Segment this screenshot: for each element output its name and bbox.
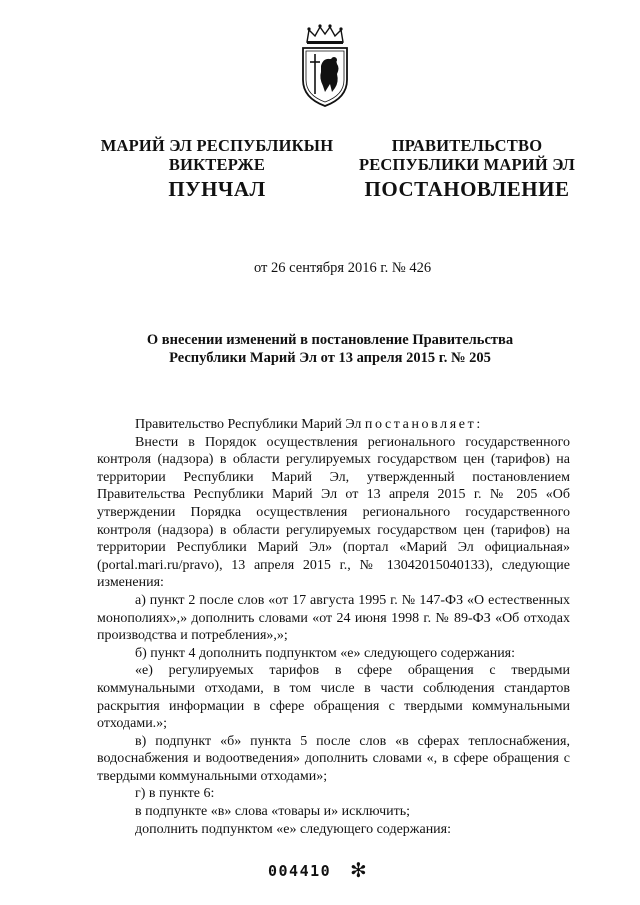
header-left-kind: ПУНЧАЛ [168, 177, 266, 201]
body-paragraph: Внести в Порядок осуществления регионального государственного контроля (надзора) в области регулируемых государством цен (тарифов) на территории Республики Марий Эл, утвержденный постановлением Правительства Республики Марий Эл от 13 апреля 2015 г. № 205 «Об утверждении Порядка осуществления регионального государственного контроля (надзора) в области регулируемых государством цен (тарифов) на территории Республики Марий Эл» (портал «Марий Эл официальная» (portal.mari.ru/pravo), 13 апреля 2015 г., № 13042015040133), следующие изменения: [97, 434, 570, 591]
intro-text: Правительство Республики Марий Эл [135, 417, 365, 432]
header-right-line: РЕСПУБЛИКИ МАРИЙ ЭЛ [358, 155, 576, 174]
intro-decree-word: постановляет: [364, 417, 483, 432]
subject-line: О внесении изменений в постановление Правительства [146, 332, 514, 348]
header-right-line: ПРАВИТЕЛЬСТВО [391, 136, 543, 155]
body-paragraph: г) в пункте 6: [135, 786, 215, 802]
body-paragraph: а) пункт 2 после слов «от 17 августа 1995 г. № 147-ФЗ «О естественных монополиях»,» дополнить словами «от 24 июня 1998 г. № 89-ФЗ «Об отходах производства и потребления»,»; [97, 592, 570, 644]
document-subject [130, 331, 530, 367]
header-right-title [358, 136, 576, 174]
body-paragraph: б) пункт 4 дополнить подпунктом «е» следующего содержания: [135, 645, 516, 661]
body-paragraph: «е) регулируемых тарифов в сфере обращения с твердыми коммунальными отходами, в том числе в части соблюдения стандартов раскрытия информации в сфере обращения с твердыми коммунальными отходами.»; [97, 663, 570, 732]
body-paragraph: дополнить подпунктом «е» следующего содержания: [135, 821, 452, 837]
body-paragraph: в) подпункт «б» пункта 5 после слов «в сферах теплоснабжения, водоснабжения и водоотведения» дополнить словами «, в сфере обращения с твердыми коммунальными отходами»; [97, 733, 570, 784]
document-body [97, 416, 570, 838]
coat-of-arms-icon [295, 22, 355, 110]
header-right-kind: ПОСТАНОВЛЕНИЕ [364, 177, 570, 201]
header-left-line: ВИКТЕРЖЕ [168, 155, 266, 174]
subject-line: Республики Марий Эл от 13 апреля 2015 г. № 205 [169, 350, 491, 366]
header-left-title [92, 136, 342, 174]
body-paragraph: в подпункте «в» слова «товары и» исключить; [135, 804, 411, 820]
body-intro [97, 416, 570, 434]
asterisk-mark: ✻ [350, 858, 367, 882]
document-date: от 26 сентября 2016 г. № 426 [254, 260, 432, 276]
header-left-line: МАРИЙ ЭЛ РЕСПУБЛИКЫН [100, 136, 334, 155]
form-serial-number: 004410 [268, 862, 332, 880]
